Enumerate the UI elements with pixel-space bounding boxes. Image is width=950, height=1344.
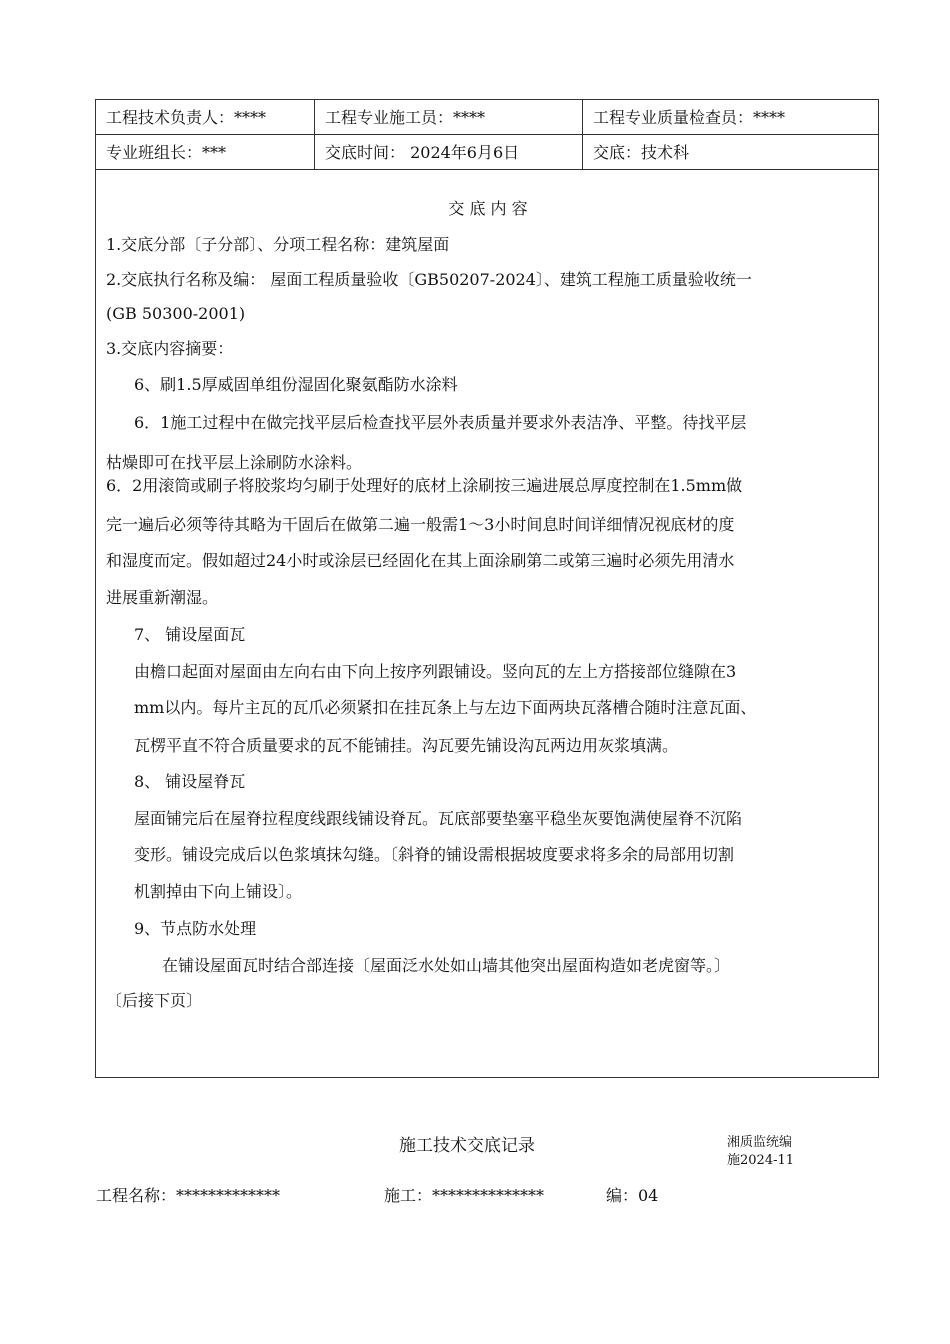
content-line: 在铺设屋面瓦时结合部连接〔屋面泛水处如山墙其他突出屋面构造如老虎窗等。〕 (162, 956, 731, 975)
header-row-1 (96, 100, 878, 135)
content-line: 6．1施工过程中在做完找平层后检查找平层外表质量并要求外表洁净、平整。待找平层 (134, 413, 747, 432)
inspector-cell: 工程专业质量检查员：**** (582, 100, 880, 134)
team-leader-cell: 专业班组长：*** (106, 143, 227, 162)
content-line: 和湿度而定。假如超过24小时或涂层已经固化在其上面涂刷第二或第三遍时必须先用清水 (106, 551, 735, 570)
serial-number: 编：04 (606, 1186, 659, 1205)
content-line: 7、 铺设屋面瓦 (134, 625, 246, 644)
content-line: 8、 铺设屋脊瓦 (134, 772, 246, 791)
from-cell: 交底：技术科 (582, 135, 880, 169)
header-row-2 (96, 135, 878, 170)
content-line: 〔后接下页〕 (106, 991, 203, 1010)
project-name: 工程名称：************* (96, 1186, 281, 1205)
form-code-line-1: 湘质监统编 (727, 1135, 793, 1150)
content-line: 瓦楞平直不符合质量要求的瓦不能铺挂。沟瓦要先铺设沟瓦两边用灰浆填满。 (134, 736, 679, 755)
content-line: mm以内。每片主瓦的瓦爪必须紧扣在挂瓦条上与左边下面两块瓦落槽合随时注意瓦面、 (134, 698, 757, 717)
content-title: 交 底 内 容 (448, 199, 528, 218)
tech-lead-cell: 工程技术负责人：**** (106, 108, 267, 127)
content-line: 6、刷1.5厚威固单组份湿固化聚氨酯防水涂料 (134, 375, 458, 394)
content-line: 9、节点防水处理 (134, 919, 257, 938)
record-title: 施工技术交底记录 (399, 1136, 535, 1156)
content-line: 完一遍后必须等待其略为干固后在做第二遍一般需1～3小时间息时间详细情况视底材的度 (106, 515, 735, 534)
content-line: (GB 50300-2001) (106, 304, 246, 323)
content-line: 变形。铺设完成后以色浆填抹勾缝。〔斜脊的铺设需根据坡度要求将多余的局部用切割 (134, 845, 735, 864)
content-line: 6．2用滚筒或刷子将胶浆均匀刷于处理好的底材上涂刷按三遍进展总厚度控制在1.5mm做 (106, 476, 743, 495)
date-cell: 交底时间： 2024年6月6日 (314, 135, 582, 169)
form-code (727, 1134, 794, 1170)
content-line: 2.交底执行名称及编： 屋面工程质量验收〔GB50207-2024〕、建筑工程施工质量验收统一 (106, 270, 752, 289)
form-code-line-2: 施2024-11 (727, 1153, 795, 1168)
disclosure-table (95, 99, 879, 1078)
content-line: 枯燥即可在找平层上涂刷防水涂料。 (106, 453, 363, 472)
content-line: 1.交底分部〔子分部〕、分项工程名称：建筑屋面 (106, 235, 450, 254)
content-line: 屋面铺完后在屋脊拉程度线跟线铺设脊瓦。瓦底部要垫塞平稳坐灰要饱满使屋脊不沉陷 (134, 809, 743, 828)
construction-field: 施工：************** (384, 1186, 545, 1205)
constructor-cell: 工程专业施工员：**** (314, 100, 582, 134)
content-line: 3.交底内容摘要： (106, 339, 234, 358)
content-line: 进展重新潮湿。 (106, 588, 219, 607)
content-line: 由檐口起面对屋面由左向右由下向上按序列跟铺设。竖向瓦的左上方搭接部位缝隙在3 (134, 662, 737, 681)
content-line: 机割掉由下向上铺设〕。 (134, 882, 303, 901)
